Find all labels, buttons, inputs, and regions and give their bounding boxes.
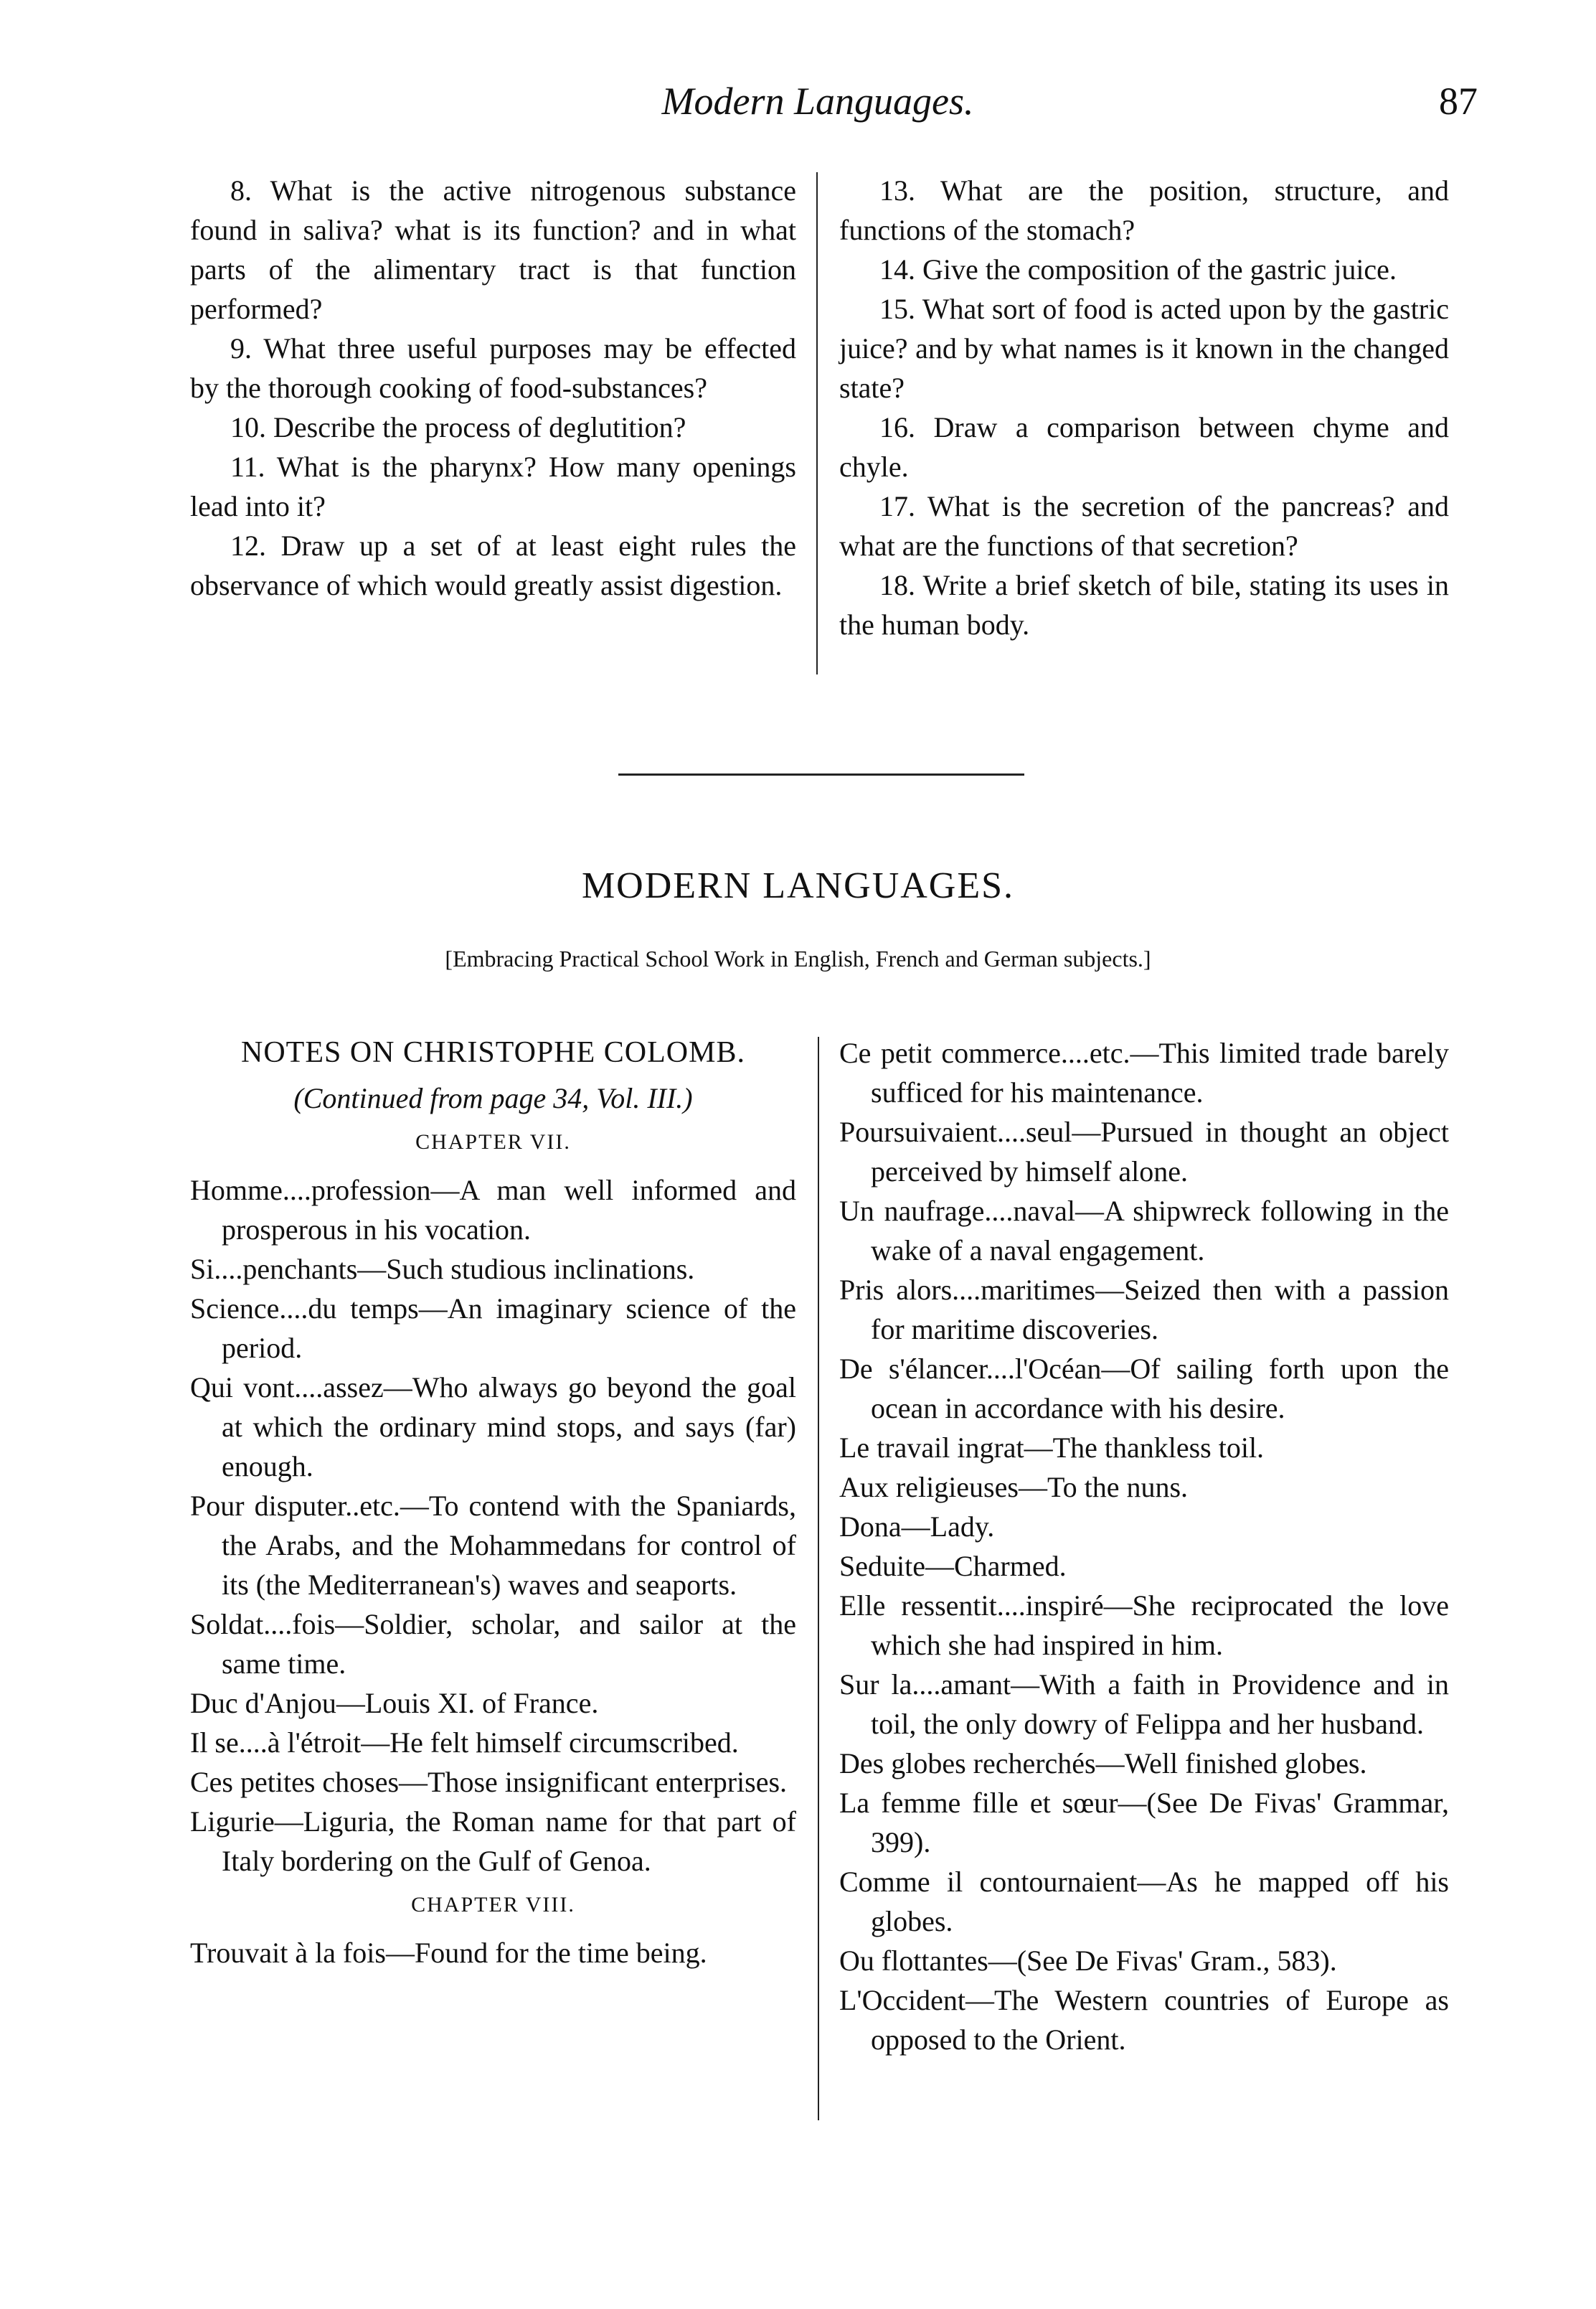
note-de-selancer: De s'élancer....l'Océan—Of sailing forth upon the ocean in accordance with his desire. bbox=[839, 1353, 1449, 1424]
note-soldat: Soldat....fois—Soldier, scholar, and sailor at the same time. bbox=[190, 1608, 796, 1680]
note-un-naufrage: Un naufrage....naval—A shipwreck following in the wake of a naval engagement. bbox=[839, 1195, 1449, 1266]
column-rule-top bbox=[816, 172, 818, 674]
note-pris-alors: Pris alors....maritimes—Seized then with a passion for maritime discoveries. bbox=[839, 1274, 1449, 1345]
notes-left-column bbox=[190, 1033, 796, 1972]
question-10: 10. Describe the process of deglutition? bbox=[230, 411, 686, 443]
question-16: 16. Draw a comparison between chyme and chyle. bbox=[839, 411, 1449, 483]
questions-left-column bbox=[190, 171, 796, 605]
column-rule-bottom bbox=[818, 1037, 819, 2120]
question-11: 11. What is the pharynx? How many openings lead into it? bbox=[190, 451, 796, 522]
question-8: 8. What is the active nitrogenous substance found in saliva? what is its function? and in what parts of the alimentary tract is that function performed? bbox=[190, 174, 796, 325]
continued-note: (Continued from page 34, Vol. III.) bbox=[293, 1082, 693, 1114]
note-trouvait: Trouvait à la fois—Found for the time being. bbox=[190, 1937, 707, 1969]
note-ligurie: Ligurie—Liguria, the Roman name for that part of Italy bordering on the Gulf of Genoa. bbox=[190, 1805, 796, 1877]
note-le-travail: Le travail ingrat—The thankless toil. bbox=[839, 1431, 1265, 1464]
note-homme: Homme....profession—A man well informed and prosperous in his vocation. bbox=[190, 1174, 796, 1246]
question-9: 9. What three useful purposes may be effected by the thorough cooking of food-substances? bbox=[190, 332, 796, 404]
note-pour-disputer: Pour disputer..etc.—To contend with the Spaniards, the Arabs, and the Mohammedans for control of its (the Mediterranean's) waves and seaports. bbox=[190, 1490, 796, 1601]
note-aux-religieuses: Aux religieuses—To the nuns. bbox=[839, 1471, 1189, 1503]
note-la-femme: La femme fille et sœur—(See De Fivas' Grammar, 399). bbox=[839, 1787, 1449, 1858]
question-13: 13. What are the position, structure, and functions of the stomach? bbox=[839, 174, 1449, 246]
note-il-se: Il se....à l'étroit—He felt himself circumscribed. bbox=[190, 1726, 739, 1759]
question-12: 12. Draw up a set of at least eight rules the observance of which would greatly assist digestion. bbox=[190, 530, 796, 601]
section-divider bbox=[618, 773, 1024, 776]
note-dona: Dona—Lady. bbox=[839, 1510, 995, 1543]
note-poursuivaient: Poursuivaient....seul—Pursued in thought an object perceived by himself alone. bbox=[839, 1116, 1449, 1188]
article-title: NOTES ON CHRISTOPHE COLOMB. bbox=[241, 1036, 745, 1069]
note-seduite: Seduite—Charmed. bbox=[839, 1550, 1067, 1582]
note-science: Science....du temps—An imaginary science of the period. bbox=[190, 1292, 796, 1364]
section-subtitle: [Embracing Practical School Work in English, French and German subjects.] bbox=[445, 946, 1151, 972]
notes-right-column bbox=[839, 1033, 1449, 2059]
question-14: 14. Give the composition of the gastric juice. bbox=[879, 253, 1397, 286]
questions-right-column bbox=[839, 171, 1449, 644]
note-loccident: L'Occident—The Western countries of Europe as opposed to the Orient. bbox=[839, 1984, 1449, 2056]
chapter-viii-heading: CHAPTER VIII. bbox=[411, 1893, 575, 1917]
note-comme-il: Comme il contournaient—As he mapped off his globes. bbox=[839, 1866, 1449, 1937]
section-title: MODERN LANGUAGES. bbox=[581, 865, 1015, 906]
note-sur-la: Sur la....amant—With a faith in Providence and in toil, the only dowry of Felippa and her husband. bbox=[839, 1668, 1449, 1740]
note-qui-vont: Qui vont....assez—Who always go beyond the goal at which the ordinary mind stops, and says (far) enough. bbox=[190, 1371, 796, 1482]
question-18: 18. Write a brief sketch of bile, stating its uses in the human body. bbox=[839, 569, 1449, 641]
question-17: 17. What is the secretion of the pancreas? and what are the functions of that secretion? bbox=[839, 490, 1449, 562]
note-ce-petit: Ce petit commerce....etc.—This limited trade barely sufficed for his maintenance. bbox=[839, 1037, 1449, 1109]
note-duc-anjou: Duc d'Anjou—Louis XI. of France. bbox=[190, 1687, 599, 1719]
note-ces-petites: Ces petites choses—Those insignificant enterprises. bbox=[190, 1766, 788, 1798]
running-head: Modern Languages. bbox=[661, 80, 974, 123]
question-15: 15. What sort of food is acted upon by the gastric juice? and by what names is it known in the changed state? bbox=[839, 293, 1449, 404]
note-ou-flottantes: Ou flottantes—(See De Fivas' Gram., 583). bbox=[839, 1944, 1337, 1977]
note-des-globes: Des globes recherchés—Well finished globes. bbox=[839, 1747, 1367, 1779]
page-number: 87 bbox=[1439, 80, 1478, 123]
note-si: Si....penchants—Such studious inclinations. bbox=[190, 1253, 695, 1285]
chapter-vii-heading: CHAPTER VII. bbox=[415, 1130, 571, 1154]
note-elle-ressentit: Elle ressentit....inspiré—She reciprocated the love which she had inspired in him. bbox=[839, 1589, 1449, 1661]
